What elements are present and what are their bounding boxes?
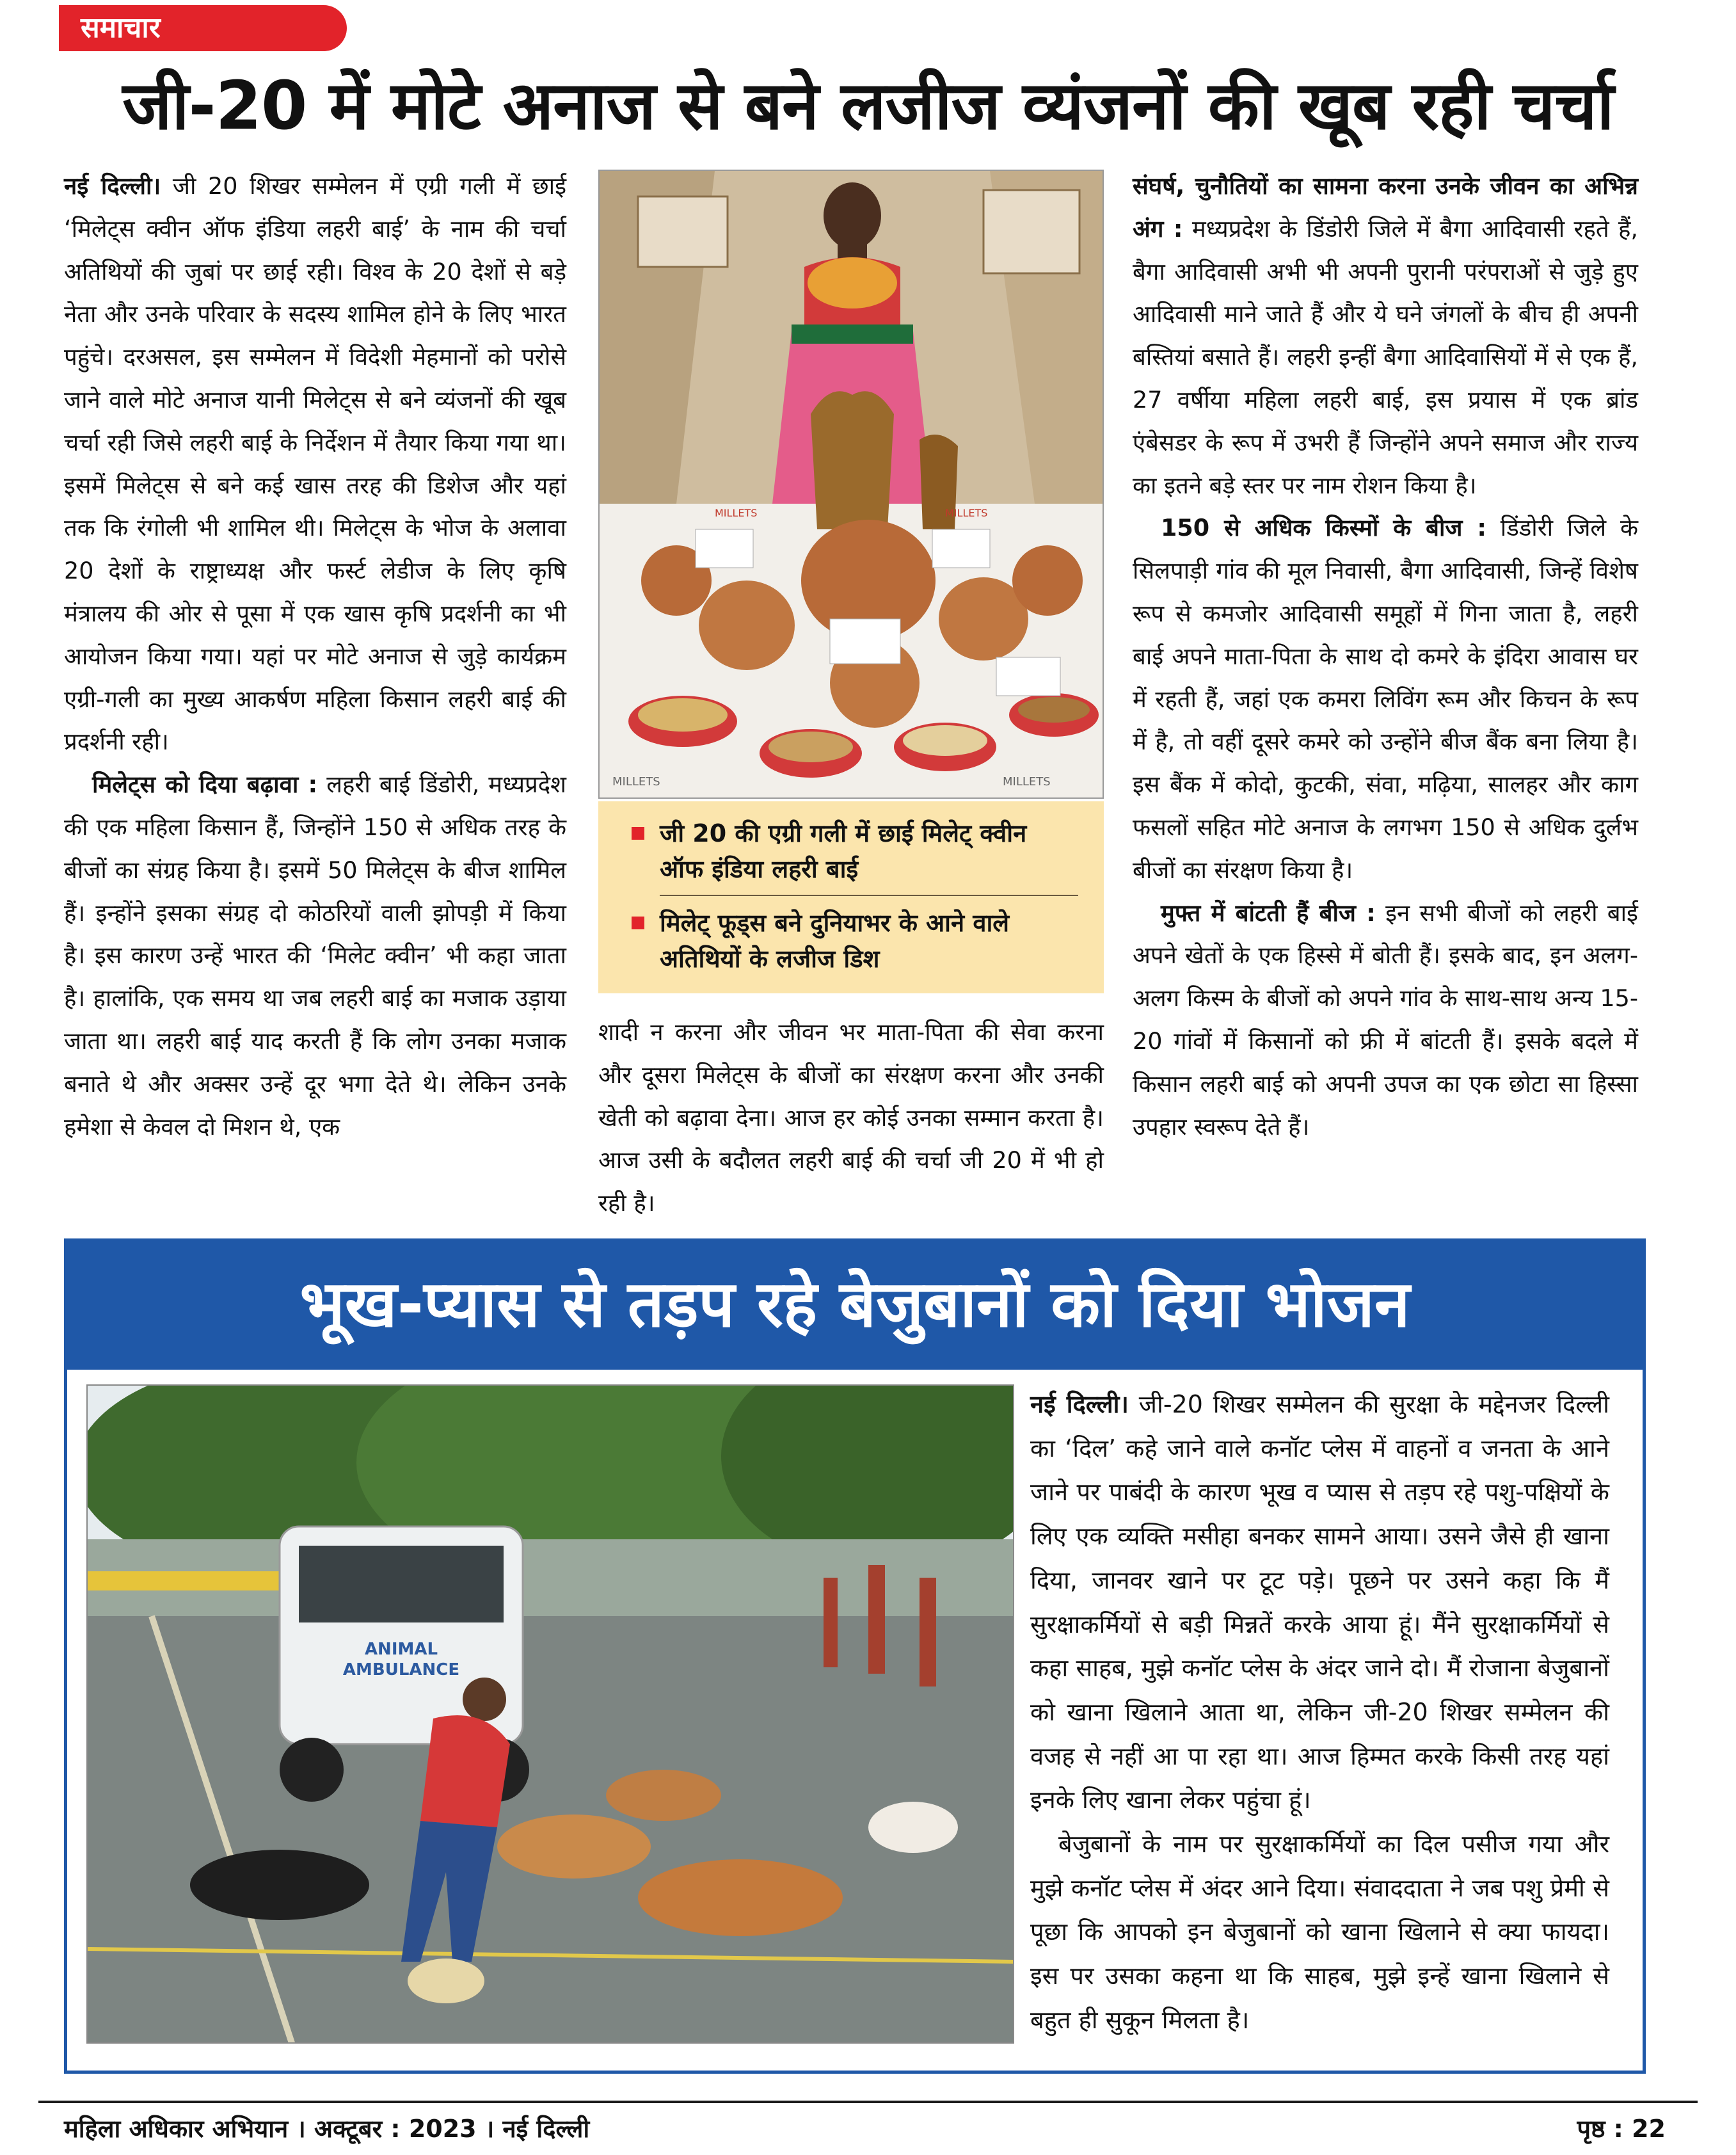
paragraph: शादी न करना और जीवन भर माता-पिता की सेवा करना और दूसरा मिलेट्स के बीजों का संरक्षण करना और उनकी खेती को बढ़ावा देना। आज हर कोई उनका सम्मान करता है। आज उसी के बदौलत लहरी बाई की चर्चा जी 20 में भी हो रही है।: [598, 1018, 1104, 1217]
photo-feeding-stray-dogs: [86, 1384, 1014, 2044]
dateline: नई दिल्ली।: [1030, 1390, 1129, 1418]
caption-text: मिलेट् फूड्स बने दुनियाभर के आने वाले अतिथियों के लजीज डिश: [660, 909, 1010, 973]
article1-column-2: [598, 1011, 1104, 1225]
photo-caption-box: [598, 801, 1104, 993]
section-tag: समाचार: [59, 5, 347, 51]
paragraph-text: लहरी बाई डिंडोरी, मध्यप्रदेश की एक महिला किसान हैं, जिन्होंने 150 से अधिक तरह के बीजों का संग्रह किया है। इसमें 50 मिलेट्स के बीज शामिल हैं। इन्होंने इसका संग्रह दो कोठरियों वाली झोपड़ी में किया है। इस कारण उन्हें भारत की ‘मिलेट क्वीन’ भी कहा जाता है। हालांकि, एक समय था जब लहरी बाई का मजाक उड़ाया जाता था। लहरी बाई याद करती हैं कि लोग उनका मजाक बनाते थे और अक्सर उन्हें दूर भगा देते थे। लेकिन उनके हमेशा से केवल दो मिशन थे, एक: [64, 771, 566, 1141]
photo-label: MILLETS: [715, 507, 758, 519]
paragraph: बेजुबानों के नाम पर सुरक्षाकर्मियों का दिल पसीज गया और मुझे कनॉट प्लेस में अंदर आने दिया। संवाददाता ने जब पशु प्रेमी से पूछा कि आपको इन बेजुबानों को खाना खिलाने से क्या फायदा। इस पर उसका कहना था कि साहब, मुझे इन्हें खाना खिलाने से बहुत ही सुकून मिलता है।: [1030, 1830, 1609, 2034]
paragraph-text: मध्यप्रदेश के डिंडोरी जिले में बैगा आदिवासी रहते हैं, बैगा आदिवासी अभी भी अपनी पुरानी परंपराओं से जुड़े हुए आदिवासी माने जाते हैं और ये घने जंगलों के बीच ही अपनी बस्तियां बसाते हैं। लहरी इन्हीं बैगा आदिवासियों में से एक हैं, 27 वर्षीया महिला लहरी बाई, इस प्रयास में एक ब्रांड एंबेसडर के रूप में उभरी हैं जिन्होंने अपने समाज और राज्य का इतने बड़े स्तर पर नाम रोशन किया है।: [1133, 214, 1638, 499]
footer-divider: [38, 2101, 1698, 2103]
article2-column: [1030, 1382, 1609, 2042]
square-bullet-icon: [632, 917, 644, 929]
photo-illustration: [600, 171, 1104, 799]
dateline: नई दिल्ली।: [64, 172, 161, 200]
paragraph: [1133, 165, 1638, 507]
article2-headline-banner: भूख-प्यास से तड़प रहे बेजुबानों को दिया भोजन: [64, 1238, 1646, 1370]
paragraph: [64, 165, 566, 764]
subheading: मुफ्त में बांटती हैं बीज :: [1161, 899, 1376, 927]
caption-text: जी 20 की एग्री गली में छाई मिलेट् क्वीन ऑफ इंडिया लहरी बाई: [660, 819, 1027, 883]
article1-headline: जी-20 में मोटे अनाज से बने लजीज व्यंजनों की खूब रही चर्चा: [122, 67, 1614, 145]
paragraph: [64, 764, 566, 1148]
paragraph-text: इन सभी बीजों को लहरी बाई अपने खेतों के एक हिस्से में बोती हैं। इसके बाद, इन अलग-अलग किस्म के बीजों को अपने गांव के साथ-साथ अन्य 15-20 गांवों में किसानों को फ्री में बांटती हैं। इसके बदले में किसान लहरी बाई को अपनी उपज का एक छोटा सा हिस्सा उपहार स्वरूप देते हैं।: [1133, 899, 1638, 1141]
photo-illustration: [88, 1386, 1014, 2044]
footer-publication: महिला अधिकार अभियान । अक्टूबर : 2023 । नई दिल्ली: [64, 2115, 590, 2143]
article1-column-1: [64, 165, 566, 1148]
article1-column-3: [1133, 165, 1638, 1148]
paragraph: [1133, 892, 1638, 1149]
square-bullet-icon: [632, 827, 644, 840]
paragraph-text: जी 20 शिखर सम्मेलन में एग्री गली में छाई ‘मिलेट्स क्वीन ऑफ इंडिया लहरी बाई’ के नाम की चर्चा अतिथियों की जुबां पर छाई रही। विश्व के 20 देशों से बड़े नेता और उनके परिवार के सदस्य शामिल होने के लिए भारत पहुंचे। दरअसल, इस सम्मेलन में विदेशी मेहमानों को परोसे जाने वाले मोटे अनाज यानी मिलेट्स से बने व्यंजनों की खूब चर्चा रही जिसे लहरी बाई के निर्देशन में तैयार किया गया था। इसमें मिलेट्स से बने कई खास तरह की डिशेज और यहां तक कि रंगोली भी शामिल थी। मिलेट्स के भोज के अलावा 20 देशों के राष्ट्राध्यक्ष और फर्स्ट लेडीज के लिए कृषि मंत्रालय की ओर से पूसा में एक खास कृषि प्रदर्शनी का भी आयोजन किया गया। यहां पर मोटे अनाज से जुड़े कार्यक्रम एग्री-गली का मुख्य आकर्षण महिला किसान लहरी बाई की प्रदर्शनी रही।: [64, 172, 566, 756]
paragraph-text: डिंडोरी जिले के सिलपाड़ी गांव की मूल निवासी, बैगा आदिवासी, जिन्हें विशेष रूप से कमजोर आदिवासी समूहों में गिना जाता है, लहरी बाई अपने माता-पिता के साथ दो कमरे के इंदिरा आवास घर में रहती हैं, जहां एक कमरा लिविंग रूम और किचन के रूप में है, तो वहीं दूसरे कमरे को उन्होंने बीज बैंक बना लिया है। इस बैंक में कोदो, कुटकी, संवा, मढ़िया, सालहर और काग फसलों सहित मोटे अनाज के लगभग 150 से अधिक दुर्लभ बीजों का संरक्षण किया है।: [1133, 514, 1638, 884]
van-text: ANIMAL: [364, 1640, 438, 1659]
paragraph: [1133, 507, 1638, 892]
paragraph: [1030, 1382, 1609, 1822]
paragraph-text: जी-20 शिखर सम्मेलन की सुरक्षा के मद्देनजर दिल्ली का ‘दिल’ कहे जाने वाले कनॉट प्लेस में वाहनों व जनता के आने जाने पर पाबंदी के कारण भूख व प्यास से तड़प रहे पशु-पक्षियों के लिए एक व्यक्ति मसीहा बनकर सामने आया। उसने जैसे ही खाना दिया, जानवर खाने पर टूट पड़े। पूछने पर उसने कहा कि मैं सुरक्षाकर्मियों से बड़ी मिन्नतें करके आया हूं। मैंने सुरक्षाकर्मियों से कहा साहब, मुझे कनॉट प्लेस के अंदर जाने दो। मैं रोजाना बेजुबानों को खाना खिलाने आता था, लेकिन जी-20 शिखर सम्मेलन की वजह से नहीं आ पा रहा था। आज हिम्मत करके किसी तरह यहां इनके लिए खाना लेकर पहुंचा हूं।: [1030, 1390, 1609, 1815]
van-text: AMBULANCE: [342, 1660, 460, 1679]
subheading: 150 से अधिक किस्मों के बीज :: [1161, 514, 1486, 542]
subheading: संघर्ष, चुनौतियों का सामना करना उनके जीवन का अभिन्न अंग :: [1133, 172, 1638, 243]
photo-label: MILLETS: [612, 775, 660, 789]
photo-lahari-bai-millet-display: [598, 170, 1104, 799]
caption-divider: [660, 895, 1078, 896]
photo-label: MILLETS: [945, 507, 988, 519]
subheading: मिलेट्स को दिया बढ़ावा :: [92, 771, 318, 799]
caption-item: [632, 815, 1078, 887]
photo-label: MILLETS: [1003, 775, 1051, 789]
caption-item: [632, 905, 1078, 977]
footer-page-number: पृष्ठ : 22: [1577, 2115, 1666, 2143]
